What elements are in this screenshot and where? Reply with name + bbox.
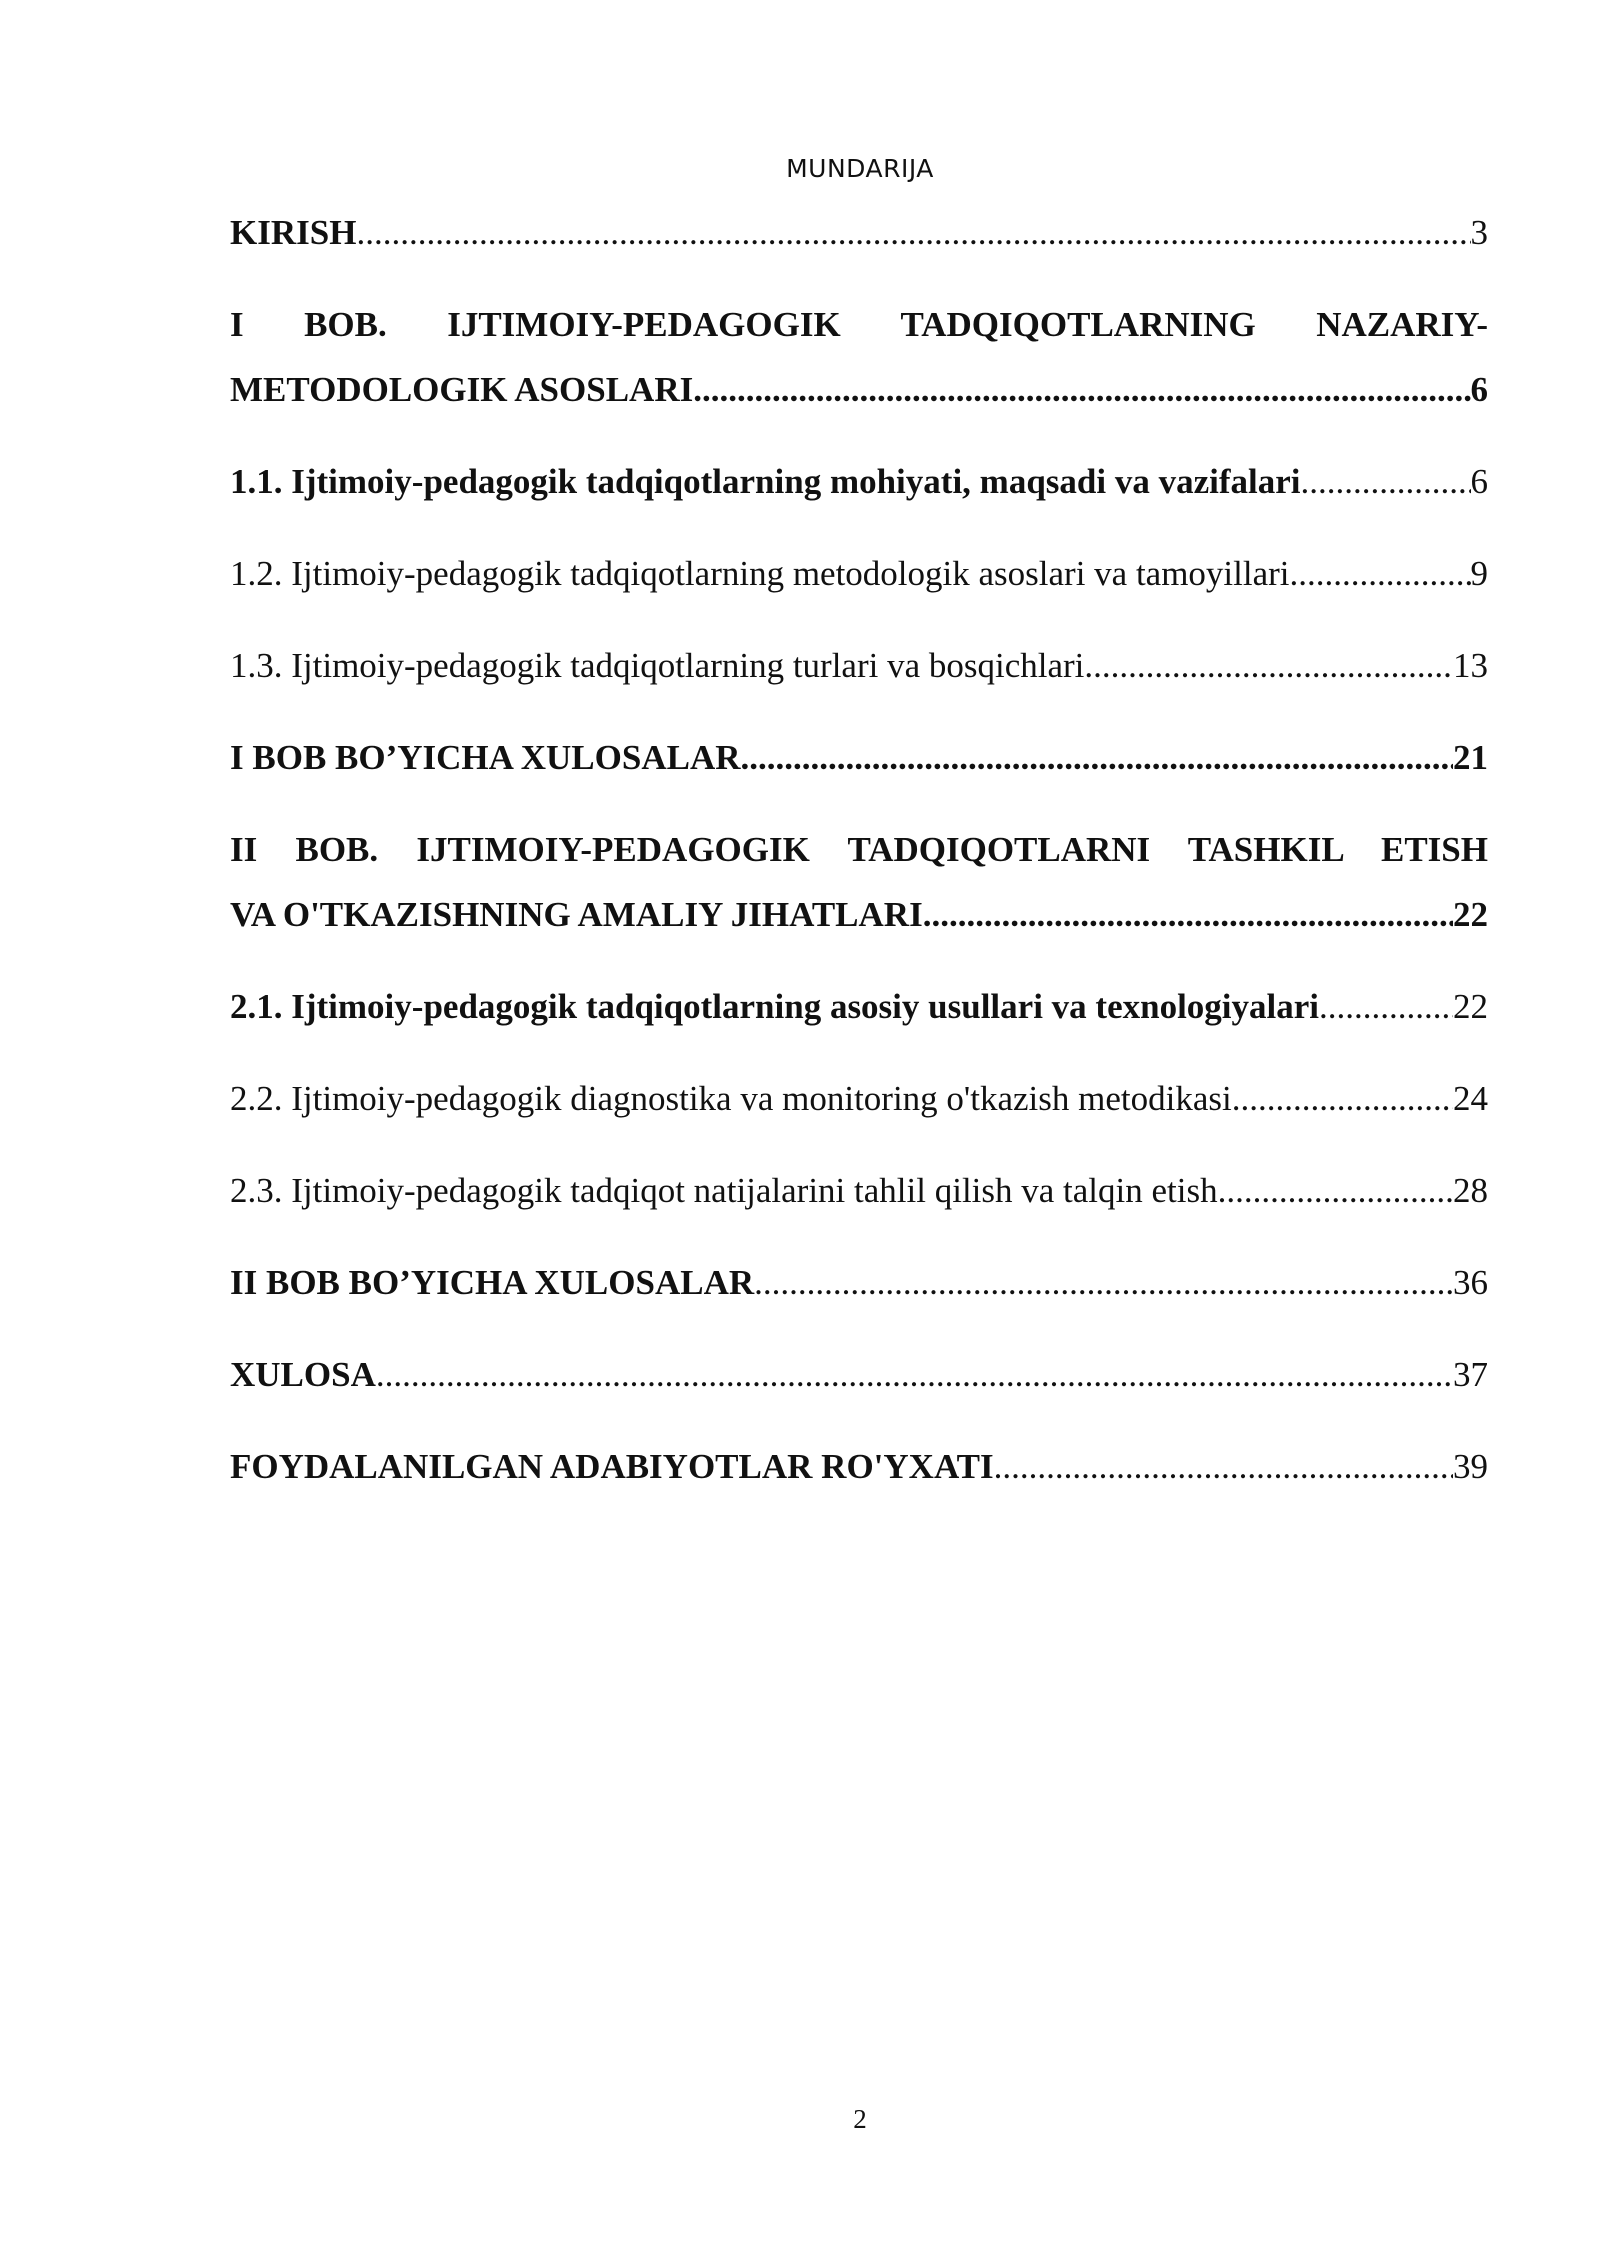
toc-entry-page: 13 [1453, 646, 1488, 685]
toc-entry-page: 9 [1470, 554, 1488, 593]
toc-entry-1-3[interactable] [230, 633, 1488, 698]
toc-entry-title: I BOB BO’YICHA XULOSALAR [230, 738, 741, 777]
toc-entry-page: 6 [1470, 462, 1488, 501]
toc-entry-adabiyotlar[interactable] [230, 1434, 1488, 1499]
toc-heading: MUNDARIJA [786, 154, 934, 183]
toc-entry-page: 22 [1453, 895, 1488, 934]
toc-entry-page: 39 [1453, 1447, 1488, 1486]
toc-entry-2-2[interactable] [230, 1066, 1488, 1131]
toc-entry-title: XULOSA [230, 1355, 376, 1394]
page-number: 2 [853, 2104, 867, 2134]
dot-leader [923, 882, 1453, 947]
toc-entry-page: 22 [1453, 987, 1488, 1026]
dot-leader [1319, 974, 1453, 1039]
toc-entry-title: II BOB BO’YICHA XULOSALAR [230, 1263, 755, 1302]
toc-entry-title: KIRISH [230, 213, 357, 252]
dot-leader [1301, 449, 1471, 514]
toc-entry-title: 2.2. Ijtimoiy-pedagogik diagnostika va monitoring o'tkazish metodikasi [230, 1079, 1232, 1118]
toc-entry-bob2-xulosa[interactable] [230, 1250, 1488, 1315]
toc-entry-page: 6 [1470, 370, 1488, 409]
toc-entry-page: 21 [1453, 738, 1488, 777]
dot-leader [994, 1434, 1453, 1499]
toc-entry-title-line1: I BOB. IJTIMOIY-PEDAGOGIK TADQIQOTLARNING NAZARIY- [230, 305, 1488, 344]
toc-entry-page: 37 [1453, 1355, 1488, 1394]
dot-leader [754, 1250, 1453, 1315]
dot-leader [741, 725, 1453, 790]
toc-entry-bob1[interactable] [230, 292, 1488, 422]
toc-entry-title-line1: II BOB. IJTIMOIY-PEDAGOGIK TADQIQOTLARNI TASHKIL ETISH [230, 830, 1488, 869]
dot-leader [693, 357, 1470, 422]
dot-leader [376, 1342, 1453, 1407]
toc-entry-page: 24 [1453, 1079, 1488, 1118]
dot-leader [356, 200, 1470, 265]
toc-entry-bob1-xulosa[interactable] [230, 725, 1488, 790]
toc-entry-page: 3 [1470, 213, 1488, 252]
dot-leader [1232, 1066, 1453, 1131]
toc-entry-page: 28 [1453, 1171, 1488, 1210]
toc-entry-kirish[interactable] [230, 200, 1488, 265]
dot-leader [1084, 633, 1453, 698]
toc-entry-title: 1.3. Ijtimoiy-pedagogik tadqiqotlarning turlari va bosqichlari [230, 646, 1085, 685]
dot-leader [1290, 541, 1471, 606]
toc-entry-bob2[interactable] [230, 817, 1488, 947]
toc-entry-page: 36 [1453, 1263, 1488, 1302]
toc-entry-title: FOYDALANILGAN ADABIYOTLAR RO'YXATI [230, 1447, 994, 1486]
toc-entry-title: 1.1. Ijtimoiy-pedagogik tadqiqotlarning mohiyati, maqsadi va vazifalari [230, 462, 1301, 501]
toc-entry-title: 2.3. Ijtimoiy-pedagogik tadqiqot natijalarini tahlil qilish va talqin etish [230, 1171, 1218, 1210]
toc-entry-2-1[interactable] [230, 974, 1488, 1039]
table-of-contents [230, 200, 1488, 1526]
toc-entry-1-2[interactable] [230, 541, 1488, 606]
toc-entry-title: 1.2. Ijtimoiy-pedagogik tadqiqotlarning metodologik asoslari va tamoyillari [230, 554, 1290, 593]
toc-entry-xulosa[interactable] [230, 1342, 1488, 1407]
toc-entry-title-line2: VA O'TKAZISHNING AMALIY JIHATLARI [230, 895, 923, 934]
toc-entry-title-line2: METODOLOGIK ASOSLARI [230, 370, 694, 409]
toc-entry-1-1[interactable] [230, 449, 1488, 514]
dot-leader [1218, 1158, 1453, 1223]
toc-entry-2-3[interactable] [230, 1158, 1488, 1223]
toc-entry-title: 2.1. Ijtimoiy-pedagogik tadqiqotlarning asosiy usullari va texnologiyalari [230, 987, 1319, 1026]
